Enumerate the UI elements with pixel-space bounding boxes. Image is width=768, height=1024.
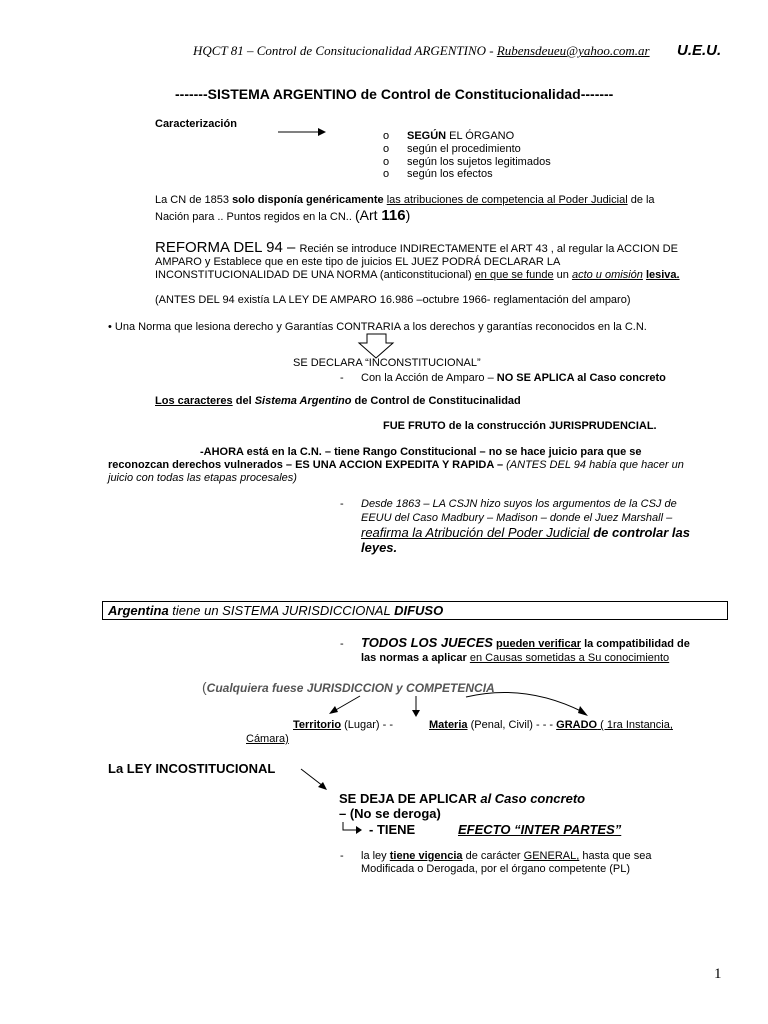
page-title: -------SISTEMA ARGENTINO de Control de Constitucionalidad-------	[175, 86, 614, 102]
antes-del-94: (ANTES DEL 94 existía LA LEY DE AMPARO 16.986 –octubre 1966- reglamentación del amparo)	[155, 294, 631, 306]
competencias-materia: Materia (Penal, Civil) - - - GRADO ( 1ra Instancia,	[429, 719, 673, 731]
jueces-line1: TODOS LOS JUECES pueden verificar la compatibilidad de	[361, 635, 690, 650]
desde-line3: reafirma la Atribución del Poder Judicial de controlar las	[361, 525, 690, 540]
reforma-line3: INCONSTITUCIONALIDAD DE UNA NORMA (anticonstitucional) en que se funde un acto u omisión lesiva.	[155, 269, 680, 281]
list-item-organo: SEGÚN EL ÓRGANO	[407, 130, 515, 142]
reforma-line2: AMPARO y Establece que en este tipo de juicios EL JUEZ PODRÁ DECLARAR LA	[155, 256, 561, 268]
caracteres-heading: Los caracteres del Sistema Argentino de Control de Constitucinalidad	[155, 395, 521, 407]
bullet-icon: o	[383, 168, 390, 180]
tiene: - TIENE	[369, 822, 416, 837]
list-item-sujetos: según los sujetos legitimados	[407, 156, 551, 168]
bullet-icon: o	[383, 143, 390, 155]
norma-lesiona: • Una Norma que lesiona derecho y Garantías CONTRARIA a los derechos y garantías reconocidos en la C.N.	[108, 321, 647, 333]
ahora-line2: reconozcan derechos vulnerados – ES UNA ACCION EXPEDITA Y RAPIDA – (ANTES DEL 94 había que hacer un	[108, 459, 684, 471]
deja-de-aplicar: SE DEJA DE APLICAR al Caso concreto	[339, 791, 586, 806]
desde-line2: EEUU del Caso Madbury – Madison – donde el Juez Marshall –	[361, 512, 673, 524]
sistema-difuso: Argentina tiene un SISTEMA JURISDICCIONAL DIFUSO	[108, 603, 444, 618]
reforma-line1: REFORMA DEL 94 – Recién se introduce INDIRECTAMENTE el ART 43 , al regular la ACCION DE	[155, 239, 678, 256]
dash-icon: -	[340, 372, 344, 384]
accion-amparo: Con la Acción de Amparo – NO SE APLICA al Caso concreto	[361, 372, 666, 384]
bullet-icon: o	[383, 130, 390, 142]
bullet-icon: o	[383, 156, 390, 168]
dash-icon: -	[340, 498, 344, 510]
list-item-efectos: según los efectos	[407, 168, 493, 180]
caracterizacion-label: Caracterización	[155, 118, 237, 130]
vigencia-line2: Modificada o Derogada, por el órgano competente (PL)	[361, 863, 631, 875]
vigencia-line1: la ley tiene vigencia de carácter GENERAL, hasta que sea	[361, 850, 652, 862]
ahora-line1: -AHORA está en la C.N. – tiene Rango Constitucional – no se hace juicio para que se	[200, 446, 642, 458]
jueces-line2: las normas a aplicar en Causas sometidas a Su conocimiento	[361, 652, 670, 664]
ley-inconstitucional: La LEY INCOSTITUCIONAL	[108, 761, 276, 776]
dash-icon: -	[340, 850, 344, 862]
header-org: U.E.U.	[677, 42, 722, 59]
cn1853-line1: La CN de 1853 solo disponía genéricamente las atribuciones de competencia al Poder Judicial de la	[155, 194, 655, 206]
cn1853-line2: Nación para .. Puntos regidos en la CN.. (Art 116)	[155, 207, 411, 224]
cualquiera-jurisdiccion: (Cualquiera fuese JURISDICCION y COMPETENCIA	[202, 679, 495, 695]
header-email[interactable]: Rubensdeueu@yahoo.com.ar	[496, 43, 650, 58]
desde-line1: Desde 1863 – LA CSJN hizo suyos los argumentos de la CSJ de	[361, 498, 677, 510]
se-declara: SE DECLARA “INCONSTITUCIONAL”	[293, 357, 481, 369]
page-number: 1	[714, 966, 722, 982]
dash-icon: -	[340, 638, 344, 650]
list-item-procedimiento: según el procedimiento	[407, 143, 521, 155]
no-se-deroga: – (No se deroga)	[339, 806, 441, 821]
competencias-line2: Cámara)	[246, 733, 289, 745]
desde-line4: leyes.	[361, 540, 398, 555]
competencias-line1: Territorio (Lugar) - -	[293, 719, 394, 731]
ahora-line3: juicio con todas las etapas procesales)	[108, 472, 297, 484]
header-course: HQCT 81 – Control de Consitucionalidad ARGENTINO -	[193, 43, 497, 58]
efecto-inter-partes: EFECTO “INTER PARTES”	[458, 822, 622, 837]
fruto-jurisprudencial: FUE FRUTO de la construcción JURISPRUDENCIAL.	[383, 420, 657, 432]
